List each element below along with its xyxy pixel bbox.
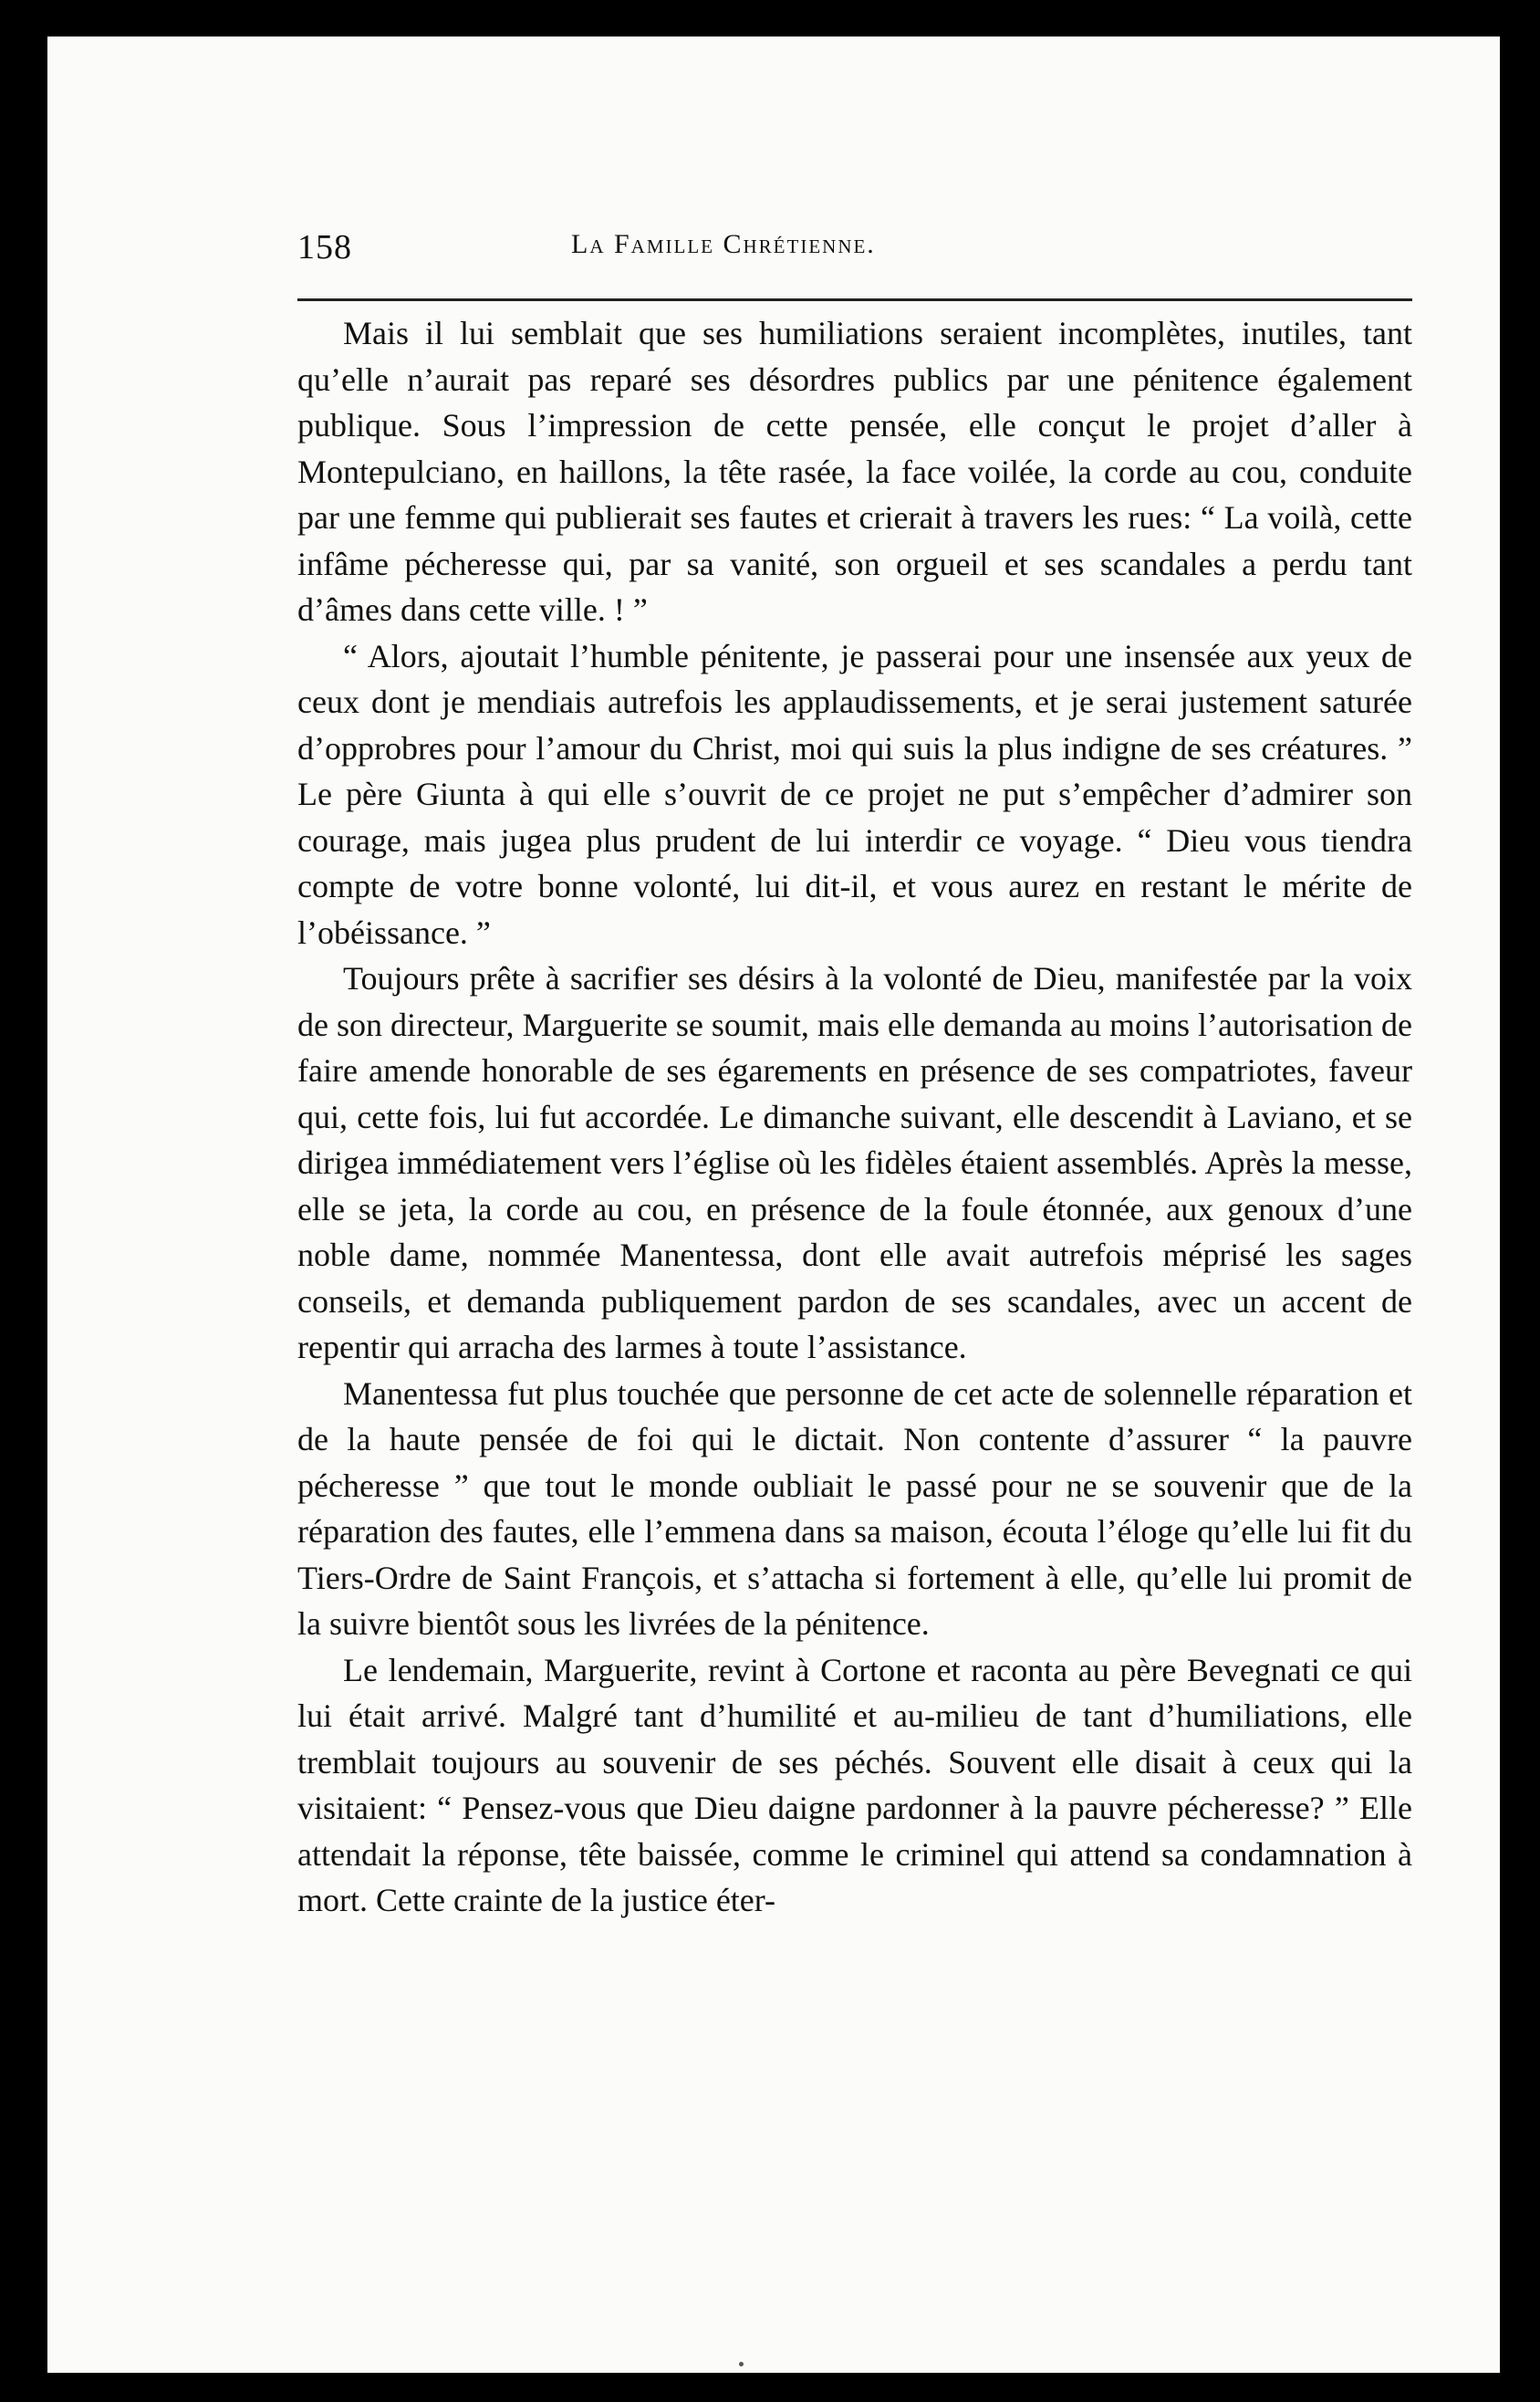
page-content [297,196,1412,1924]
print-speck [739,2362,744,2366]
book-page [47,37,1500,2373]
page-number: 158 [297,228,352,266]
body-text [297,310,1412,1924]
header-rule [297,298,1412,301]
paragraph-4: Manentessa fut plus touchée que personne de cet acte de solennelle réparation et de la haute pensée de foi qui le dictait. Non contente d’assurer “ la pauvre pécheresse ” que tout le monde oubliait le passé pour ne se souvenir que de la réparation des fautes, elle l’emmena dans sa maison, écouta l’éloge qu’elle lui fit du Tiers-Ordre de Saint François, et s’attacha si fortement à elle, qu’elle lui promit de la suivre bientôt sous les livrées de la pénitence. [297,1374,1412,1642]
running-title: La Famille Chrétienne. [571,229,876,259]
paragraph-1: Mais il lui semblait que ses humiliations seraient incomplètes, inutiles, tant qu’elle n’aurait pas reparé ses désordres publics par une pénitence également publique. Sous l’impression de cette pensée, elle conçut le projet d’aller à Montepulciano, en haillons, la tête rasée, la face voilée, la corde au cou, conduite par une femme qui publierait ses fautes et crierait à travers les rues: “ La voilà, cette infâme pécheresse qui, par sa vanité, son orgueil et ses scandales a perdu tant d’âmes dans cette ville. ! ” [297,315,1412,628]
paragraph-3: Toujours prête à sacrifier ses désirs à la volonté de Dieu, manifestée par la voix de son directeur, Marguerite se soumit, mais elle demanda au moins l’autorisation de faire amende honorable de ses égarements en présence de ses compatriotes, faveur qui, cette fois, lui fut accordée. Le dimanche suivant, elle descendit à Laviano, et se dirigea immédiatement vers l’église où les fidèles étaient assemblés. Après la messe, elle se jeta, la corde au cou, en présence de la foule étonnée, aux genoux d’une noble dame, nommée Manentessa, dont elle avait autrefois méprisé les sages conseils, et demanda publiquement pardon de ses scandales, avec un accent de repentir qui arracha des larmes à toute l’assistance. [297,960,1412,1365]
paragraph-2: “ Alors, ajoutait l’humble pénitente, je passerai pour une insensée aux yeux de ceux dont je mendiais autrefois les applaudissements, et je serai justement saturée d’opprobres pour l’amour du Christ, moi qui suis la plus indigne de ses créatures. ” Le père Giunta à qui elle s’ouvrit de ce projet ne put s’empêcher d’admirer son courage, mais jugea plus prudent de lui interdir ce voyage. “ Dieu vous tiendra compte de votre bonne volonté, lui dit-il, et vous aurez en restant le mérite de l’obéissance. ” [297,637,1412,951]
paragraph-5: Le lendemain, Marguerite, revint à Cortone et raconta au père Bevegnati ce qui lui était arrivé. Malgré tant d’humilité et au-milieu de tant d’humiliations, elle tremblait toujours au souvenir de ses péchés. Souvent elle disait à ceux qui la visitaient: “ Pensez-vous que Dieu daigne pardonner à la pauvre pécheresse? ” Elle attendait la réponse, tête baissée, comme le criminel qui attend sa condamnation à mort. Cette crainte de la justice éter- [297,1651,1412,1918]
running-head [297,196,1412,266]
